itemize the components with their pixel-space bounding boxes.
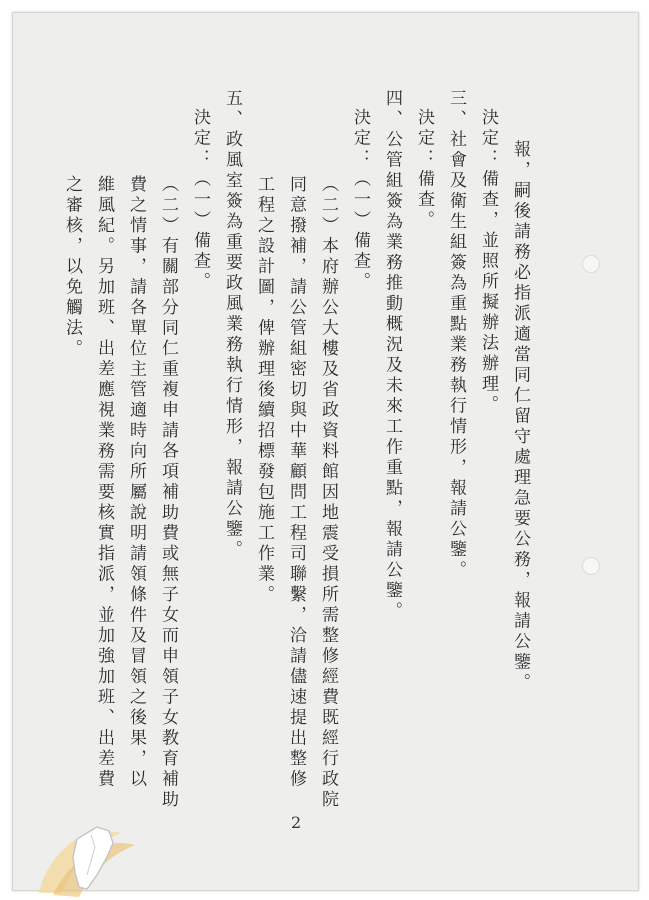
decision-column-3: 決定：（一）備查。 — [350, 108, 370, 293]
document-page — [12, 12, 639, 891]
punch-hole-icon — [582, 255, 600, 273]
item-four-heading: 四、公管組簽為業務推動概況及未來工作重點，報請公鑒。 — [382, 89, 402, 622]
page-number: 2 — [291, 813, 302, 832]
decision-column-1: 決定：備查，並照所擬辦法辦理。 — [478, 108, 498, 416]
sub-item-text-4: （二）有關部分同仁重複申請各項補助費或無子女而申領子女教育補助 — [158, 175, 178, 811]
sub-item-text-2: 同意撥補，請公管組密切與中華顧問工程司聯繫，洽請儘速提出整修 — [286, 175, 306, 790]
sub-item-text-3: 工程之設計圖，俾辦理後續招標發包施工作業。 — [254, 175, 274, 606]
sub-item-text-7: 之審核，以免觸法。 — [62, 175, 82, 360]
item-five-heading: 五、政風室簽為重要政風業務執行情形，報請公鑒。 — [222, 89, 242, 561]
sub-item-text-6: 維風紀。另加班、出差應視業務需要核實指派，並加強加班、出差費 — [94, 175, 114, 790]
decision-column-2: 決定：備查。 — [414, 108, 434, 231]
decision-column-4: 決定：（一）備查。 — [190, 108, 210, 293]
sub-item-text-1: （二）本府辦公大樓及省政資料館因地震受損所需整修經費既經行政院 — [318, 175, 338, 811]
taiwan-map-logo-icon — [31, 817, 143, 899]
text-column-1: 報，嗣後請務必指派適當同仁留守處理急要公務，報請公鑒。 — [510, 140, 530, 694]
item-three-heading: 三、社會及衛生組簽為重點業務執行情形，報請公鑒。 — [446, 89, 466, 581]
punch-hole-icon — [582, 557, 600, 575]
sub-item-text-5: 費之情事，請各單位主管適時向所屬說明請領條件及冒領之後果，以 — [126, 175, 146, 790]
